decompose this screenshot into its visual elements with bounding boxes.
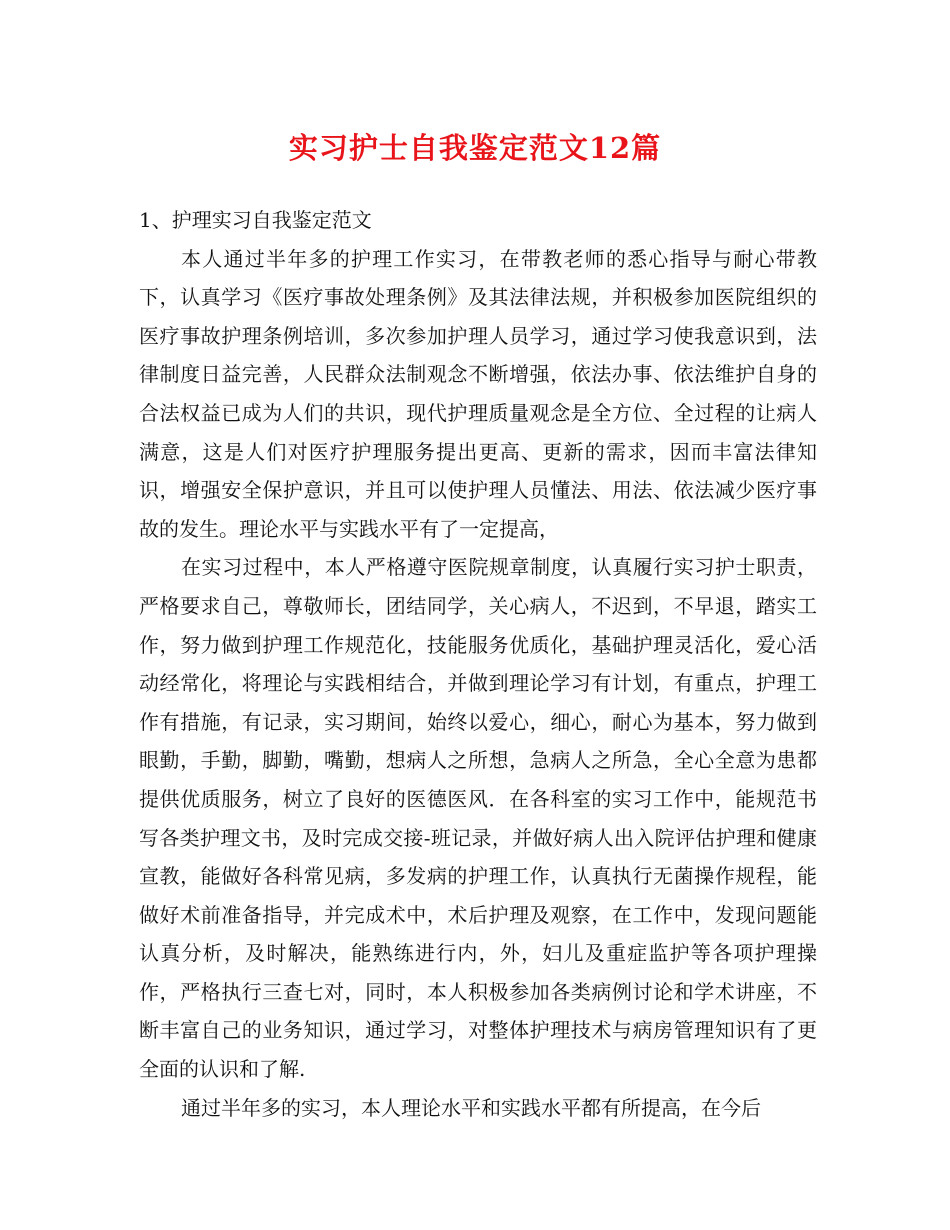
section-heading: 1、护理实习自我鉴定范文 bbox=[139, 208, 372, 232]
paragraph-3: 通过半年多的实习，本人理论水平和实践水平都有所提高，在今后 bbox=[181, 1095, 761, 1120]
document-body bbox=[139, 201, 817, 1127]
paragraph-1: 本人通过半年多的护理工作实习，在带教老师的悉心指导与耐心带教下，认真学习《医疗事故处理条例》及其法律法规，并积极参加医院组织的医疗事故护理条例培训，多次参加护理人员学习，通过学习使我意识到，法律制度日益完善，人民群众法制观念不断增强，依法办事、依法维护自身的合法权益已成为人们的共识，现代护理质量观念是全方位、全过程的让病人满意，这是人们对医疗护理服务提出更高、更新的需求，因而丰富法律知识，增强安全保护意识，并且可以使护理人员懂法、用法、依法减少医疗事故的发生。理论水平与实践水平有了一定提高， bbox=[139, 246, 817, 541]
document-title: 实习护士自我鉴定范文12篇 bbox=[288, 131, 662, 165]
paragraph-2: 在实习过程中，本人严格遵守医院规章制度，认真履行实习护士职责，严格要求自己，尊敬师长，团结同学，关心病人，不迟到，不早退，踏实工作，努力做到护理工作规范化，技能服务优质化，基础护理灵活化，爱心活动经常化，将理论与实践相结合，并做到理论学习有计划，有重点，护理工作有措施，有记录，实习期间，始终以爱心，细心，耐心为基本，努力做到眼勤，手勤，脚勤，嘴勤，想病人之所想，急病人之所急，全心全意为患都提供优质服务，树立了良好的医德医风．在各科室的实习工作中，能规范书写各类护理文书，及时完成交接-班记录，并做好病人出入院评估护理和健康宣教，能做好各科常见病，多发病的护理工作，认真执行无菌操作规程，能做好术前准备指导，并完成术中，术后护理及观察，在工作中，发现问题能认真分析，及时解决，能熟练进行内，外，妇儿及重症监护等各项护理操作，严格执行三查七对，同时，本人积极参加各类病例讨论和学术讲座，不断丰富自己的业务知识，通过学习，对整体护理技术与病房管理知识有了更全面的认识和了解. bbox=[139, 555, 817, 1082]
